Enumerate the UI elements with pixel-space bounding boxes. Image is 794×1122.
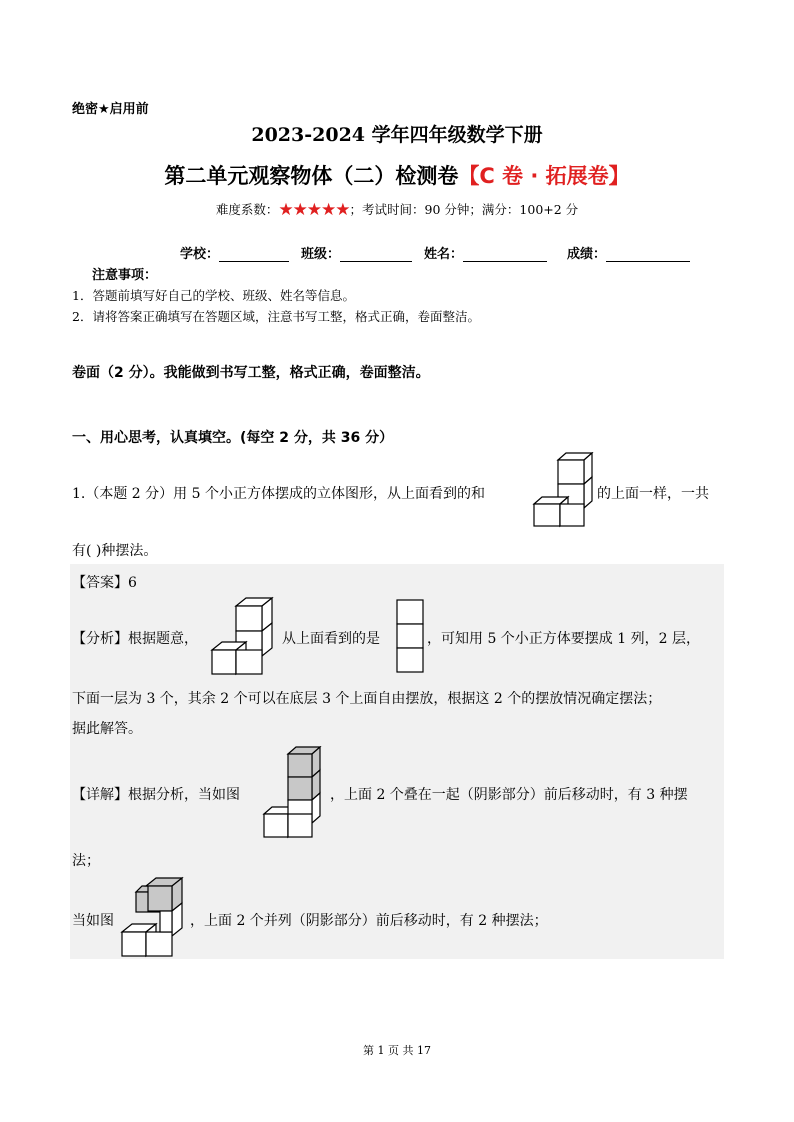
notice-heading: 注意事项： [92,268,158,283]
score-blank[interactable] [606,247,690,262]
name-label: 姓名： [424,247,464,262]
neatness-line: 卷面（2 分）。我能做到书写工整，格式正确，卷面整洁。 [72,365,430,381]
subtitle-main: 第二单元观察物体（二）检测卷 [164,164,459,188]
difficulty-stars: ★★★★★ [278,200,350,220]
score-label: 成绩： [567,247,607,262]
detail-text-e: ，上面 2 个并列（阴影部分）前后移动时，有 2 种摆法； [190,913,548,929]
analysis-text-b: 从上面看到的是 [282,631,380,647]
class-field[interactable] [301,243,412,262]
analysis-text-c: ，可知用 5 个小正方体要摆成 1 列，2 层， [427,631,700,647]
school-label: 学校： [180,247,220,262]
question-1-text-b: 的上面一样，一共 [597,486,709,502]
cube-stack-icon [534,453,592,526]
secret-label: 绝密★启用前 [72,102,149,117]
exam-info: ；考试时间：90 分钟；满分：100+2 分 [349,202,579,217]
detail-text-a: 【详解】根据分析，当如图 [72,787,240,803]
subtitle-tag: 【C 卷 · 拓展卷】 [458,164,630,188]
shaded-cube-row-icon [122,878,182,956]
shaded-cube-stack-icon [264,747,320,837]
exam-meta [0,200,794,220]
class-label: 班级： [301,247,341,262]
analysis-cube-figure [210,596,276,676]
detail-cube-figure-1 [262,746,324,840]
cube-stack-icon [212,598,272,674]
detail-text-c: 法； [72,853,100,869]
school-blank[interactable] [219,247,289,262]
notice-item: 1．答题前填写好自己的学校、班级、姓名等信息。 [72,288,355,303]
name-blank[interactable] [463,247,547,262]
question-1-text-a: 1.（本题 2 分）用 5 个小正方体摆成的立体图形，从上面看到的和 [72,486,485,502]
school-field[interactable] [180,243,289,262]
student-info-fields [180,243,702,262]
answer-line: 【答案】6 [72,575,137,591]
detail-text-d: 当如图 [72,913,114,929]
section-heading: 一、用心思考，认真填空。(每空 2 分，共 36 分） [72,430,394,446]
detail-cube-figure-2 [120,876,186,958]
analysis-text-e: 据此解答。 [72,721,142,737]
name-field[interactable] [424,243,547,262]
question-1-text-c: 有( )种摆法。 [72,543,158,559]
analysis-text-d: 下面一层为 3 个，其余 2 个可以在底层 3 个上面自由摆放，根据这 2 个的摆放情况确定摆法； [72,691,662,707]
top-view-figure [395,598,425,676]
analysis-text-a: 【分析】根据题意， [72,631,198,647]
detail-text-b: ，上面 2 个叠在一起（阴影部分）前后移动时，有 3 种摆 [330,787,688,803]
exam-subtitle [0,160,794,190]
exam-title: 2023-2024 学年四年级数学下册 [251,124,543,146]
top-view-squares-icon [397,600,423,672]
page-footer: 第 1 页 共 17 [363,1044,431,1057]
notice-item: 2．请将答案正确填写在答题区域，注意书写工整，格式正确，卷面整洁。 [72,309,480,324]
question-cube-figure [532,452,596,528]
score-field[interactable] [567,243,690,262]
difficulty-label: 难度系数： [215,202,279,217]
class-blank[interactable] [340,247,412,262]
